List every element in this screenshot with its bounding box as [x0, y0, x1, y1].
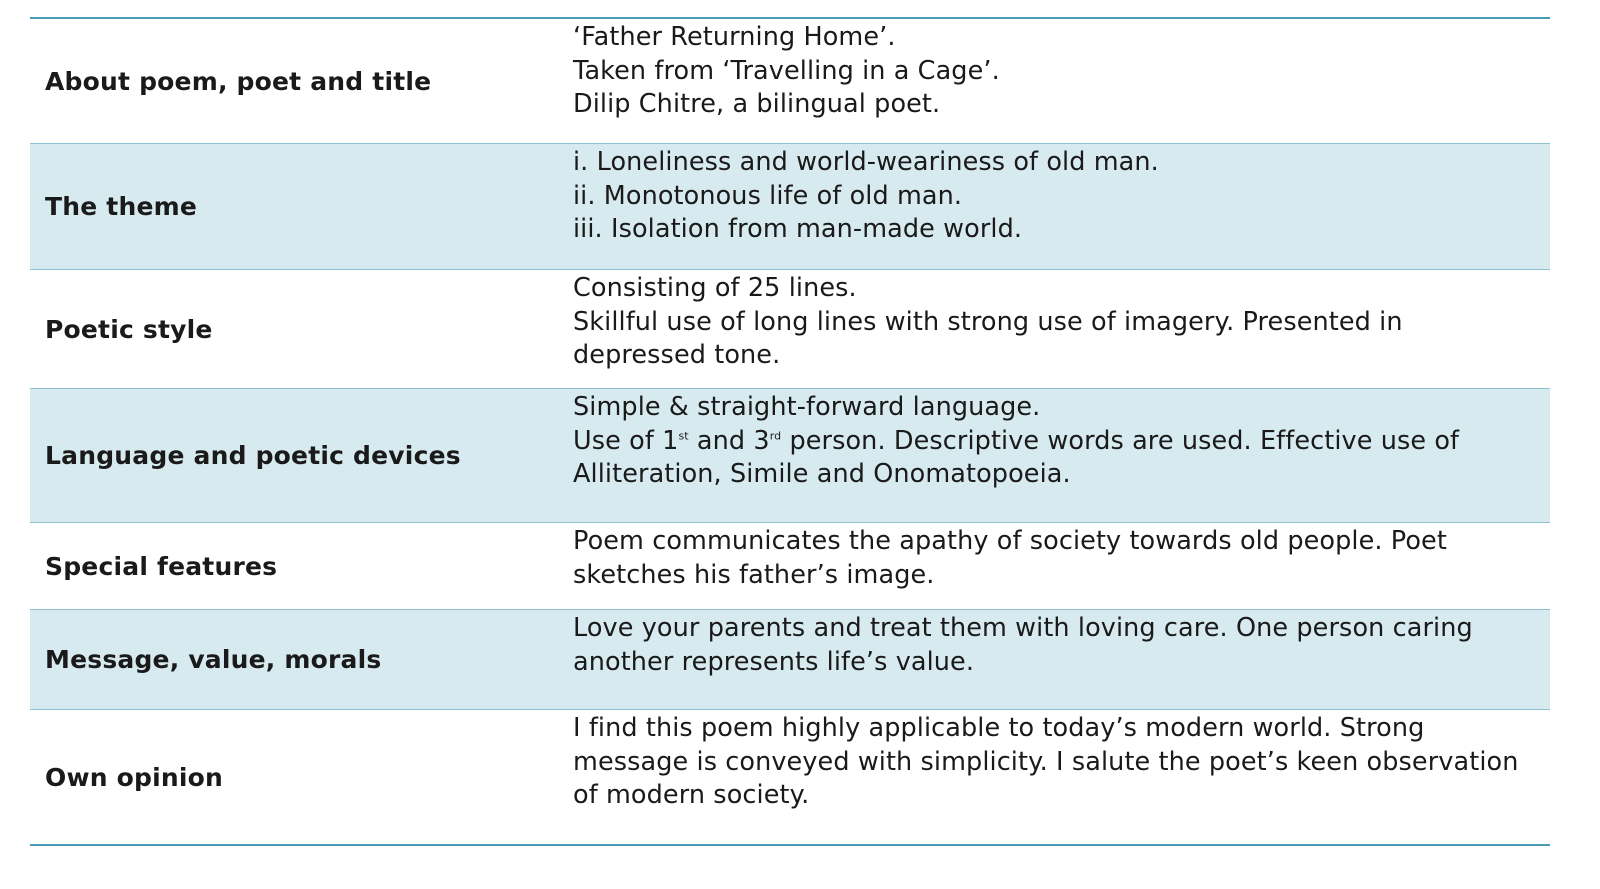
content-line: Poem communicates the apathy of society towards old people. Poet	[573, 526, 1447, 556]
row-content	[573, 270, 1550, 388]
table-row	[30, 269, 1550, 388]
row-content	[573, 19, 1550, 143]
row-content	[573, 389, 1550, 522]
row-label: Language and poetic devices	[45, 441, 461, 470]
content-line: Skillful use of long lines with strong use of imagery. Presented in	[573, 306, 1403, 337]
content-line: iii. Isolation from man-made world.	[573, 214, 1023, 244]
table-row	[30, 709, 1550, 845]
content-line: I find this poem highly applicable to today’s modern world. Strong	[573, 713, 1425, 743]
row-label: Own opinion	[45, 763, 224, 792]
row-content	[573, 523, 1550, 609]
table-row	[30, 522, 1550, 609]
table-row	[30, 609, 1550, 709]
row-label: About poem, poet and title	[45, 66, 432, 96]
content-line: sketches his father’s image.	[573, 559, 935, 590]
content-line: Taken from ‘Travelling in a Cage’.	[573, 55, 1000, 86]
content-line: Alliteration, Simile and Onomatopoeia.	[573, 459, 1071, 489]
content-line: ii. Monotonous life of old man.	[573, 180, 963, 211]
table-bottom-rule	[30, 844, 1550, 846]
content-text: and 3	[688, 425, 770, 456]
content-line: i. Loneliness and world-weariness of old man.	[573, 147, 1159, 177]
table-row	[30, 19, 1550, 143]
content-line: message is conveyed with simplicity. I salute the poet’s keen observation	[573, 746, 1519, 777]
row-content	[573, 610, 1550, 709]
content-line: Consisting of 25 lines.	[573, 273, 857, 303]
content-line: Dilip Chitre, a bilingual poet.	[573, 89, 941, 119]
row-label: Poetic style	[45, 314, 213, 344]
row-label: The theme	[45, 192, 198, 221]
table-row	[30, 143, 1550, 269]
poem-analysis-table	[30, 17, 1550, 845]
content-line	[573, 425, 1550, 459]
content-line: Love your parents and treat them with loving care. One person caring	[573, 613, 1473, 643]
content-line: of modern society.	[573, 780, 810, 810]
content-line: depressed tone.	[573, 340, 781, 370]
row-label: Message, value, morals	[45, 645, 382, 674]
ordinal-superscript: rd	[769, 429, 782, 442]
content-line: another represents life’s value.	[573, 646, 975, 677]
content-line: ‘Father Returning Home’.	[573, 22, 896, 52]
row-content	[573, 710, 1550, 845]
content-text: person. Descriptive words are used. Effective use of	[781, 425, 1460, 456]
content-text: Use of 1	[573, 425, 679, 456]
table-row	[30, 388, 1550, 522]
content-line: Simple & straight-forward language.	[573, 392, 1041, 422]
row-label: Special features	[45, 551, 278, 581]
row-content	[573, 144, 1550, 269]
ordinal-superscript: st	[678, 429, 689, 442]
